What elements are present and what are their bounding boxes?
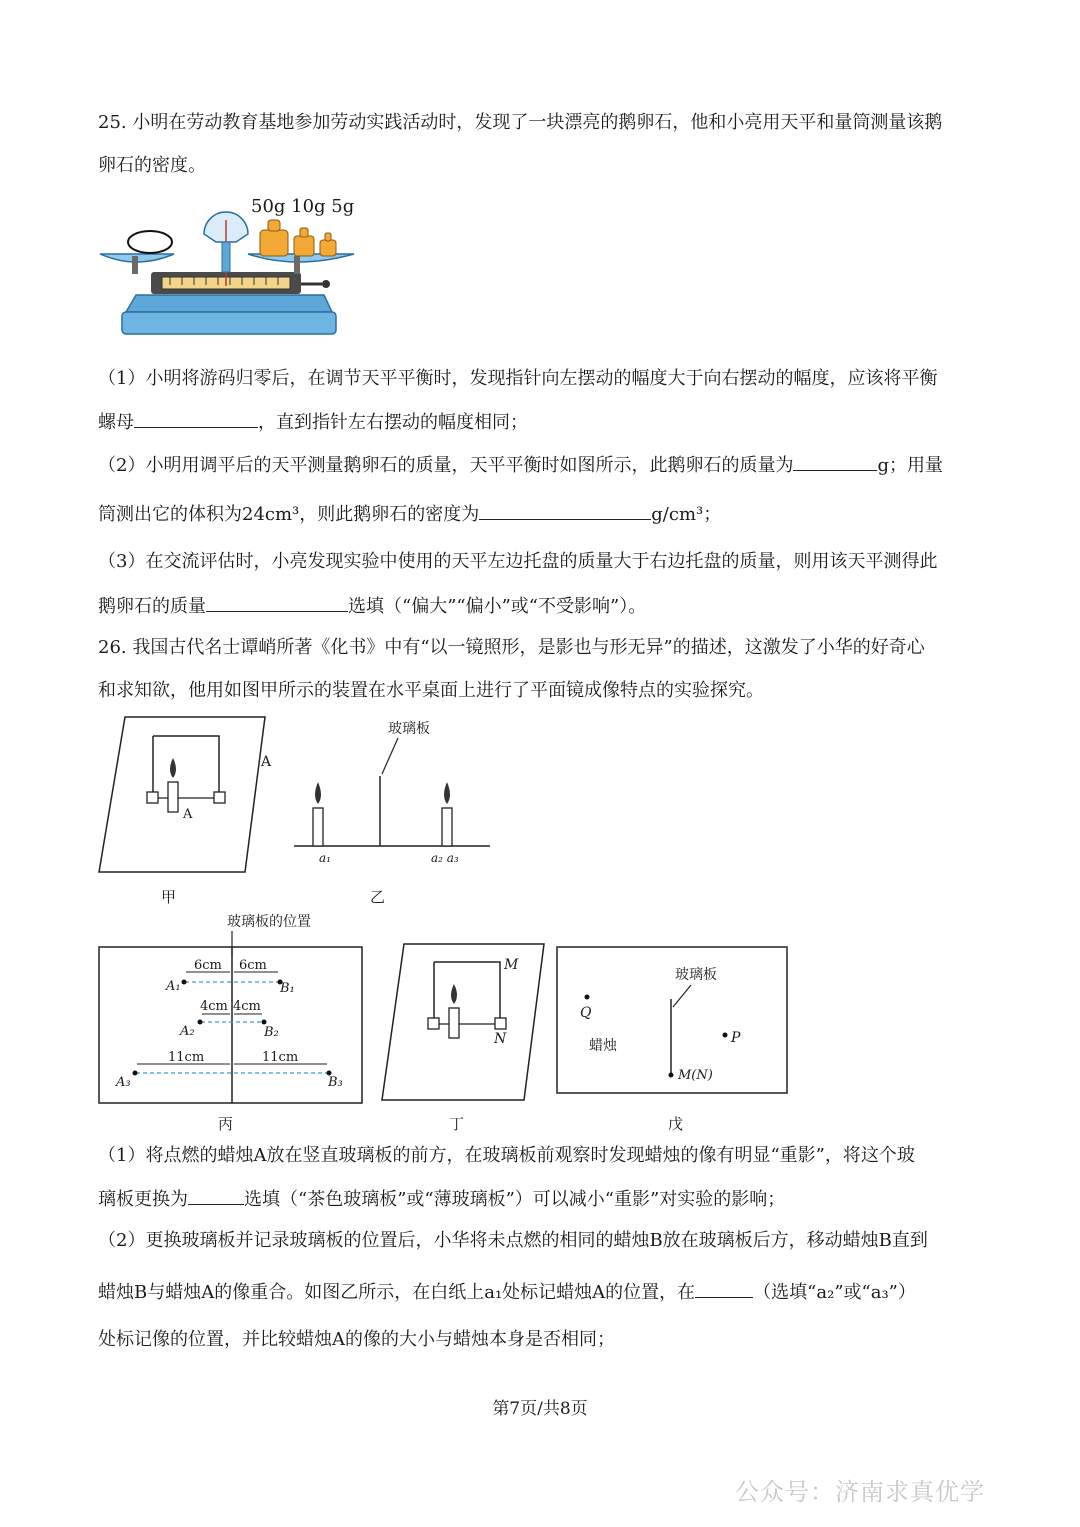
bing-d2-right: 4cm xyxy=(233,999,261,1014)
bing-top-label: 玻璃板的位置 xyxy=(227,914,311,930)
bing-d1-right: 6cm xyxy=(239,958,267,973)
answer-blank-glass-type[interactable] xyxy=(188,1188,244,1205)
bing-B3: B₃ xyxy=(328,1075,343,1090)
bing-A3: A₃ xyxy=(116,1075,131,1090)
caption-ding: 丁 xyxy=(449,1115,465,1133)
jia-label-A-corner: A xyxy=(261,754,272,770)
bing-d3-right: 11cm xyxy=(262,1050,299,1065)
q26-part1-line2 xyxy=(98,1188,988,1210)
q26-part1-text-a: 璃板更换为 xyxy=(98,1189,188,1210)
q25-part3-text-b: 选填（“偏大”“偏小”或“不受影响”）。 xyxy=(348,596,647,617)
caption-yi: 乙 xyxy=(370,888,386,906)
bing-A1: A₁ xyxy=(166,979,181,994)
yi-glass-label: 玻璃板 xyxy=(388,721,430,737)
figure-ding xyxy=(378,940,550,1106)
figure-wu xyxy=(555,945,791,1097)
answer-blank-mass[interactable] xyxy=(793,454,877,471)
q26-part2-text-a: 蜡烛B与蜡烛A的像重合。如图乙所示，在白纸上a₁处标记蜡烛A的位置，在 xyxy=(98,1282,696,1303)
q25-part2-line2 xyxy=(98,503,988,525)
watermark: 公众号：济南求真优学 xyxy=(735,1478,985,1506)
q26-part2-text-b: （选填“a₂”或“a₃”） xyxy=(753,1282,916,1303)
caption-bing: 丙 xyxy=(218,1115,234,1133)
answer-blank-balance-nut[interactable] xyxy=(134,411,258,428)
caption-wu: 戊 xyxy=(668,1115,684,1133)
q25-part3-line2 xyxy=(98,595,988,617)
answer-blank-density[interactable] xyxy=(479,503,651,520)
q25-part2-text-c: 筒测出它的体积为24cm³，则此鹅卵石的密度为 xyxy=(98,504,480,525)
wu-label-MN: M(N) xyxy=(678,1068,713,1083)
q26-part2-line2 xyxy=(98,1281,988,1303)
q26-stem-line1: 26. 我国古代名士谭峭所著《化书》中有“以一镜照形，是影也与形无异”的描述，这激发了小华的好奇心 xyxy=(98,637,925,658)
jia-label-A-candle: A xyxy=(183,807,193,822)
q25-part2-text-a: （2）小明用调平后的天平测量鹅卵石的质量，天平平衡时如图所示，此鹅卵石的质量为 xyxy=(98,455,794,476)
q26-part1-text-b: 选填（“茶色玻璃板”或“薄玻璃板”）可以减小“重影”对实验的影响； xyxy=(244,1189,786,1210)
answer-blank-mass-effect[interactable] xyxy=(206,595,348,612)
ding-label-M: M xyxy=(504,957,519,973)
answer-blank-image-position[interactable] xyxy=(695,1281,753,1298)
q25-part1-text-b: ，直到指针左右摆动的幅度相同； xyxy=(258,412,528,433)
wu-label-Q: Q xyxy=(580,1005,592,1021)
bing-A2: A₂ xyxy=(180,1024,195,1039)
q25-stem-line1: 25. 小明在劳动教育基地参加劳动实践活动时，发现了一块漂亮的鹅卵石，他和小亮用天平和量筒测量该鹅 xyxy=(98,112,943,133)
yi-label-a1: a₁ xyxy=(319,851,331,865)
q26-part1-line1: （1）将点燃的蜡烛A放在竖直玻璃板的前方，在玻璃板前观察时发现蜡烛的像有明显“重影”，将这个玻 xyxy=(98,1145,915,1166)
q25-part2-line1 xyxy=(98,454,988,476)
balance-scale-figure xyxy=(96,190,361,345)
q25-part2-text-b: g；用量 xyxy=(877,455,943,476)
caption-jia: 甲 xyxy=(161,888,177,906)
q26-stem-line2: 和求知欲，他用如图甲所示的装置在水平桌面上进行了平面镜成像特点的实验探究。 xyxy=(98,680,764,701)
page-footer: 第7页/共8页 xyxy=(492,1399,588,1419)
bing-d3-left: 11cm xyxy=(168,1050,205,1065)
q25-part3-text-a: 鹅卵石的质量 xyxy=(98,596,206,617)
q25-part2-text-d: g/cm³； xyxy=(651,504,722,525)
bing-d2-left: 4cm xyxy=(200,999,228,1014)
q26-part2-line1: （2）更换玻璃板并记录玻璃板的位置后，小华将未点燃的相同的蜡烛B放在玻璃板后方，移动蜡烛B直到 xyxy=(98,1230,928,1251)
yi-label-a2a3: a₂ a₃ xyxy=(431,851,459,865)
wu-glass-label: 玻璃板 xyxy=(675,967,717,983)
wu-label-candle: 蜡烛 xyxy=(589,1038,617,1054)
q25-part1-line1: （1）小明将游码归零后，在调节天平平衡时，发现指针向左摆动的幅度大于向右摆动的幅度，应该将平衡 xyxy=(98,368,938,389)
bing-d1-left: 6cm xyxy=(194,958,222,973)
q25-part3-line1: （3）在交流评估时，小亮发现实验中使用的天平左边托盘的质量大于右边托盘的质量，则用该天平测得此 xyxy=(98,551,938,572)
q25-part1-line2 xyxy=(98,411,988,433)
weights-label: 50g 10g 5g xyxy=(251,196,355,217)
wu-label-P: P xyxy=(731,1030,741,1046)
ding-label-N: N xyxy=(494,1031,507,1047)
q25-part1-text-a: 螺母 xyxy=(98,412,134,433)
figure-yi xyxy=(292,716,502,866)
figure-jia xyxy=(95,712,285,877)
q25-stem-line2: 卵石的密度。 xyxy=(98,155,206,176)
bing-B2: B₂ xyxy=(264,1025,279,1040)
bing-B1: B₁ xyxy=(280,981,295,996)
figure-bing xyxy=(96,910,366,1108)
q26-part2-line3: 处标记像的位置，并比较蜡烛A的像的大小与蜡烛本身是否相同； xyxy=(98,1329,615,1350)
